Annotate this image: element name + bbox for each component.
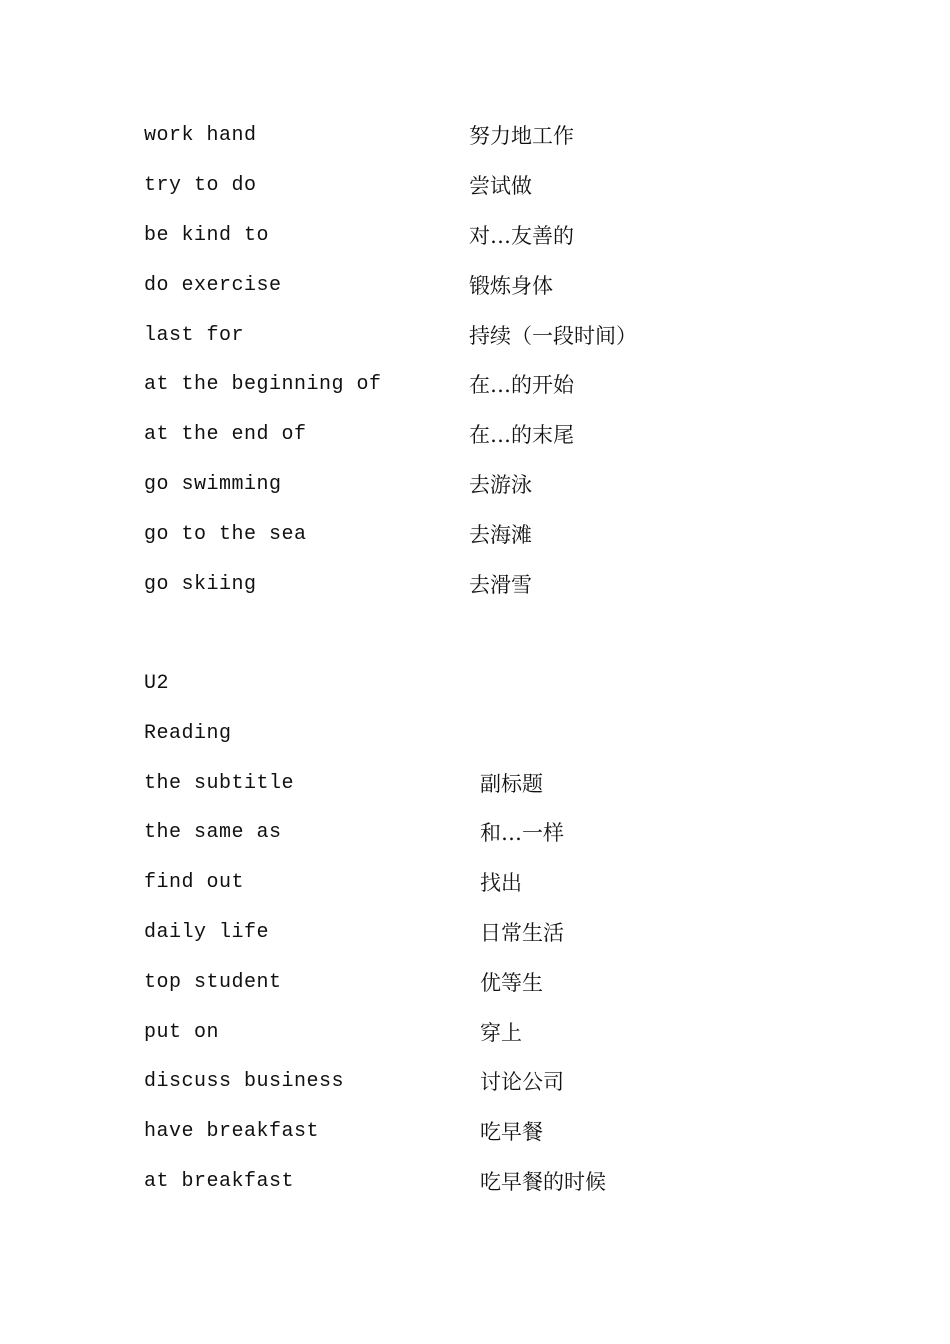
vocab-row xyxy=(0,969,950,1019)
english-phrase: have breakfast xyxy=(144,1120,320,1143)
english-phrase: find out xyxy=(144,871,245,894)
english-phrase: try to do xyxy=(144,174,257,197)
vocab-row xyxy=(0,521,950,571)
english-phrase: at breakfast xyxy=(144,1170,295,1193)
vocab-row xyxy=(0,172,950,222)
english-phrase: go skiing xyxy=(144,573,257,596)
chinese-meaning: 找出 xyxy=(480,871,522,895)
vocab-row xyxy=(0,222,950,272)
chinese-meaning: 锻炼身体 xyxy=(469,274,553,298)
chinese-meaning: 穿上 xyxy=(480,1021,522,1045)
chinese-meaning: 吃早餐的时候 xyxy=(480,1170,606,1194)
vocab-row xyxy=(0,770,950,820)
chinese-meaning: 去海滩 xyxy=(469,523,532,547)
chinese-meaning: 持续（一段时间） xyxy=(469,324,637,348)
english-phrase: at the beginning of xyxy=(144,373,382,396)
english-phrase: at the end of xyxy=(144,423,307,446)
vocab-row xyxy=(0,122,950,172)
vocab-row xyxy=(0,371,950,421)
chinese-meaning: 副标题 xyxy=(480,772,543,796)
chinese-meaning: 对…友善的 xyxy=(469,224,574,248)
chinese-meaning: 优等生 xyxy=(480,971,543,995)
chinese-meaning: 在…的末尾 xyxy=(469,423,574,447)
chinese-meaning: 在…的开始 xyxy=(469,373,574,397)
vocab-row xyxy=(0,571,950,621)
english-phrase: daily life xyxy=(144,921,270,944)
chinese-meaning: 努力地工作 xyxy=(469,124,574,148)
english-phrase: go to the sea xyxy=(144,523,307,546)
vocab-row xyxy=(0,819,950,869)
chinese-meaning: 讨论公司 xyxy=(480,1070,564,1094)
unit-heading: U2 xyxy=(144,672,170,695)
vocab-row xyxy=(0,1019,950,1069)
vocab-row xyxy=(0,471,950,521)
vocab-row xyxy=(0,1168,950,1218)
vocab-row xyxy=(0,919,950,969)
chinese-meaning: 去游泳 xyxy=(469,473,532,497)
chinese-meaning: 和…一样 xyxy=(480,821,564,845)
english-phrase: go swimming xyxy=(144,473,282,496)
vocab-row xyxy=(0,322,950,372)
chinese-meaning: 吃早餐 xyxy=(480,1120,543,1144)
english-phrase: top student xyxy=(144,971,282,994)
english-phrase: be kind to xyxy=(144,224,270,247)
english-phrase: the subtitle xyxy=(144,772,295,795)
section-subheading: Reading xyxy=(144,722,232,745)
vocab-row xyxy=(0,421,950,471)
english-phrase: discuss business xyxy=(144,1070,345,1093)
chinese-meaning: 尝试做 xyxy=(469,174,532,198)
english-phrase: the same as xyxy=(144,821,282,844)
english-phrase: do exercise xyxy=(144,274,282,297)
english-phrase: last for xyxy=(144,324,245,347)
vocab-row xyxy=(0,869,950,919)
vocab-row xyxy=(0,1068,950,1118)
english-phrase: put on xyxy=(144,1021,220,1044)
vocab-row xyxy=(0,1118,950,1168)
english-phrase: work hand xyxy=(144,124,257,147)
chinese-meaning: 日常生活 xyxy=(480,921,564,945)
vocab-row xyxy=(0,272,950,322)
chinese-meaning: 去滑雪 xyxy=(469,573,532,597)
